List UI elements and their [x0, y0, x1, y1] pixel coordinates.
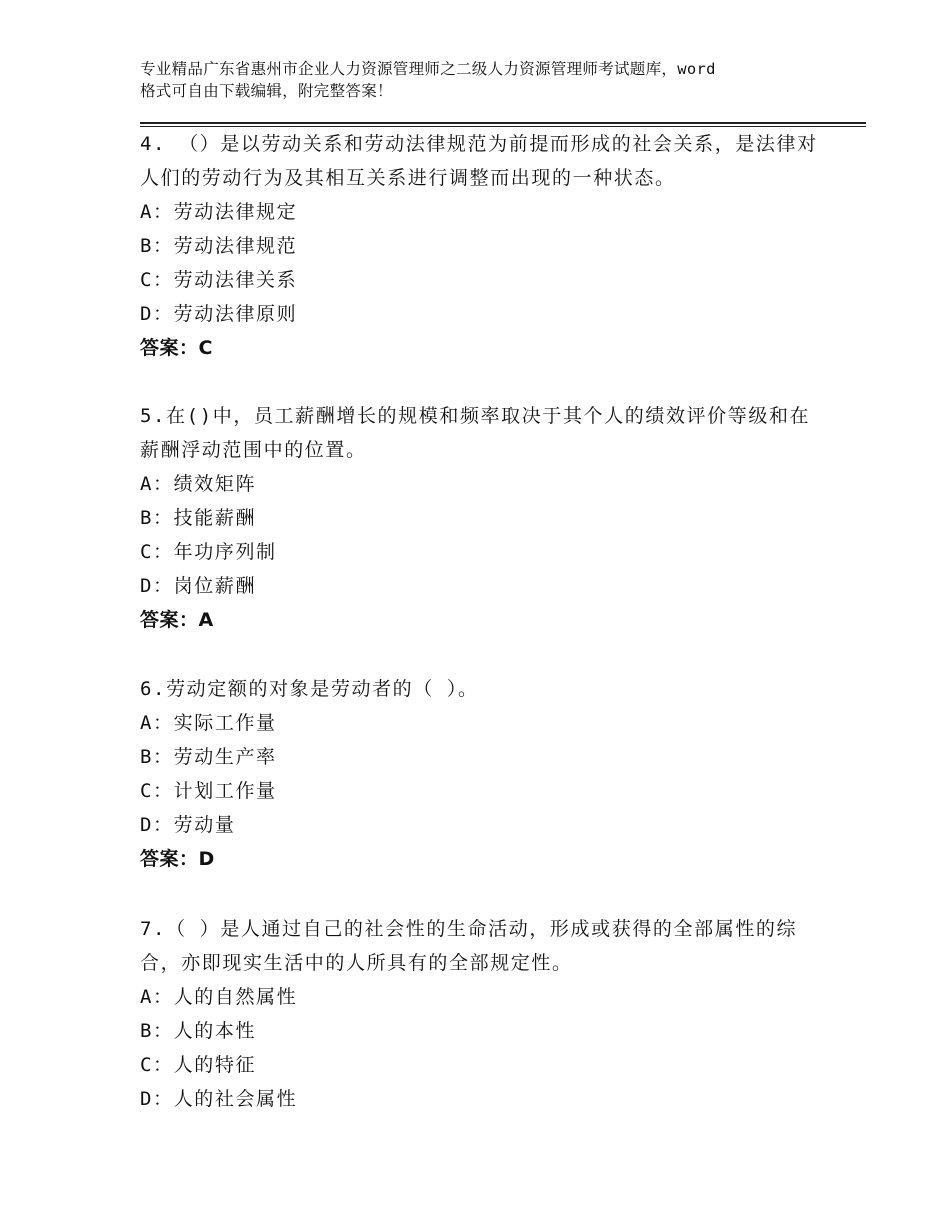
option-a: A：人的自然属性	[140, 986, 298, 1008]
answer-label: 答案：A	[140, 609, 214, 631]
question-6	[140, 672, 820, 876]
option-c: C：计划工作量	[140, 780, 277, 802]
option-b: B：技能薪酬	[140, 507, 257, 529]
header-title-line-1: 专业精品广东省惠州市企业人力资源管理师之二级人力资源管理师考试题库，word	[140, 60, 716, 78]
option-a: A：绩效矩阵	[140, 473, 257, 495]
question-stem: 6.劳动定额的对象是劳动者的（ ）。	[140, 678, 479, 700]
question-stem: 7.（ ）是人通过自己的社会性的生命活动，形成或获得的全部属性的综合，亦即现实生活中的人所具有的全部规定性。	[140, 918, 798, 974]
option-d: D：劳动法律原则	[140, 303, 298, 325]
option-b: B：人的本性	[140, 1020, 257, 1042]
option-a: A：实际工作量	[140, 712, 277, 734]
answer-label: 答案：D	[140, 848, 215, 870]
option-c: C：劳动法律关系	[140, 269, 298, 291]
option-c: C：年功序列制	[140, 541, 277, 563]
question-4	[140, 127, 820, 365]
option-b: B：劳动法律规范	[140, 235, 298, 257]
option-d: D：岗位薪酬	[140, 575, 257, 597]
option-d: D：劳动量	[140, 814, 236, 836]
option-a: A：劳动法律规定	[140, 201, 298, 223]
question-5	[140, 399, 820, 637]
header-divider-thick	[140, 122, 866, 124]
answer-label: 答案：C	[140, 337, 213, 359]
question-stem: 4. （）是以劳动关系和劳动法律规范为前提而形成的社会关系，是法律对人们的劳动行为及其相互关系进行调整而出现的一种状态。	[140, 133, 818, 189]
header-title-line-2: 格式可自由下载编辑，附完整答案！	[140, 82, 393, 100]
question-stem: 5.在()中，员工薪酬增长的规模和频率取决于其个人的绩效评价等级和在薪酬浮动范围中的位置。	[140, 405, 811, 461]
option-b: B：劳动生产率	[140, 746, 277, 768]
question-7	[140, 912, 820, 1116]
option-d: D：人的社会属性	[140, 1088, 298, 1110]
option-c: C：人的特征	[140, 1054, 257, 1076]
document-header	[140, 58, 860, 102]
